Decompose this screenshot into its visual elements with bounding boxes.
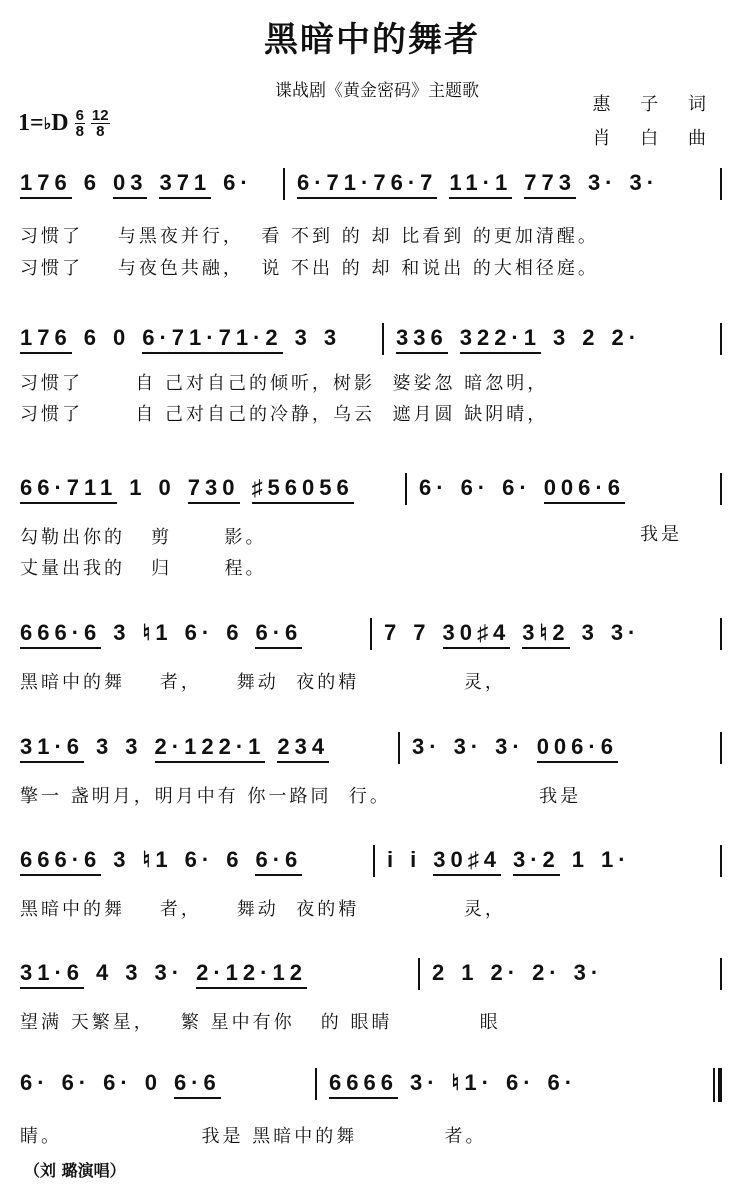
note-group: 006·6 (544, 475, 625, 504)
note-group: i (387, 847, 399, 872)
lyric-line: 擎一 盏明月，明月中有 你一路同 行。 我是 (20, 786, 582, 807)
key-signature (18, 108, 110, 139)
note-group: 7 (384, 620, 402, 645)
note-group: 6· (61, 1070, 92, 1095)
notation-system (20, 1068, 722, 1102)
note-group: 371 (159, 170, 211, 199)
note-group: 666·6 (20, 847, 101, 876)
time-signature-1: $\frac{6}{8}$ (75, 107, 84, 140)
notation-system (20, 732, 722, 766)
barline (720, 473, 722, 505)
note-group: 006·6 (537, 734, 618, 763)
barline (720, 958, 722, 990)
note-group: 6· (547, 1070, 578, 1095)
barline (405, 473, 407, 505)
lyric-line: 习惯了 与黑夜并行， 看 不到 的 却 比看到 的更加清醒。 (20, 226, 599, 247)
barline (373, 845, 375, 877)
note-group: 3 (113, 620, 131, 645)
note-group: 11·1 (449, 170, 512, 199)
note-group: 31·6 (20, 960, 84, 989)
barline (382, 323, 384, 355)
note-group: 1 (571, 847, 590, 872)
measure (20, 1070, 221, 1099)
song-title: 黑暗中的舞者 (264, 20, 480, 60)
measure (20, 170, 253, 199)
note-group: 6· (502, 475, 532, 500)
measure (20, 325, 341, 354)
note-group: 336 (396, 325, 448, 354)
barline (398, 732, 400, 764)
lyric-line: 黑暗中的舞 者， 舞动 夜的精 灵， (20, 672, 506, 693)
note-group: ♯56056 (252, 475, 354, 504)
lyric-line: 勾勒出你的 剪 影。 (20, 527, 267, 548)
measure (20, 960, 307, 989)
note-group: 176 (20, 170, 72, 199)
measure (329, 1070, 577, 1099)
barline (720, 168, 722, 200)
lyric-pickup: 我是 (640, 524, 682, 545)
lyricist-credit: 惠 子 词 (592, 94, 718, 115)
note-group: 730 (188, 475, 240, 504)
note-group: 2 (432, 960, 450, 985)
time-signature-2: $\frac{12}{8}$ (91, 107, 109, 140)
note-group: 0 (112, 325, 131, 350)
note-group: 30♯4 (433, 847, 501, 876)
notation-system (20, 845, 722, 879)
note-group: 3 (96, 734, 114, 759)
lyric-line: 习惯了 自 己对自己的倾听，树影 婆娑忽 暗忽明， (20, 373, 549, 394)
note-group: 2 (582, 325, 600, 350)
notation-system (20, 473, 722, 507)
note-group: 2·12·12 (196, 960, 307, 989)
note-group: 3·2 (513, 847, 560, 876)
notation-system (20, 958, 722, 992)
note-group: 6·6 (174, 1070, 221, 1099)
note-group: 66·711 (20, 475, 117, 504)
note-group: ♮1 (142, 620, 173, 645)
note-group: 4 (96, 960, 114, 985)
note-group: 3 (323, 325, 342, 350)
note-group: 6· (223, 170, 253, 195)
lyric-line: 丈量出我的 归 程。 (20, 558, 267, 579)
note-group: 2· (611, 325, 642, 350)
measure (297, 170, 659, 199)
measure (384, 620, 640, 649)
barline (720, 732, 722, 764)
note-group: 3 (125, 960, 143, 985)
barline (720, 845, 722, 877)
measure (419, 475, 625, 504)
note-group: 3 (125, 734, 143, 759)
key-label: 1= (18, 110, 44, 136)
flat-sign: ♭ (43, 115, 52, 133)
note-group: 6·6 (255, 847, 302, 876)
note-group: 1 (461, 960, 479, 985)
note-group: 176 (20, 325, 72, 354)
measure (20, 847, 302, 876)
note-group: 3· (495, 734, 525, 759)
note-group: 6·71·71·2 (142, 325, 282, 354)
measure (20, 620, 302, 649)
note-group: 234 (277, 734, 329, 763)
measure (396, 325, 641, 354)
note-group: 6· (460, 475, 491, 500)
note-group: 3· (154, 960, 185, 985)
composer-credit: 肖 白 曲 (592, 128, 718, 149)
note-group: 03 (113, 170, 147, 199)
note-group: 3· (573, 960, 604, 985)
note-group: 6 (83, 170, 101, 195)
subtitle: 谍战剧《黄金密码》主题歌 (275, 81, 479, 101)
note-group: 3· (453, 734, 484, 759)
key-tonic: D (51, 110, 69, 136)
notation-system (20, 168, 722, 202)
note-group: 7 (413, 620, 431, 645)
note-group: 6· (419, 475, 449, 500)
note-group: 773 (524, 170, 576, 199)
lyric-line: 睛。 我是 黑暗中的舞 者。 (20, 1126, 487, 1147)
note-group: 30♯4 (443, 620, 511, 649)
note-group: 0 (144, 1070, 162, 1095)
measure (432, 960, 603, 986)
lyric-line: 习惯了 自 己对自己的冷静，乌云 遮月圆 缺阴晴， (20, 404, 549, 425)
note-group: 6· (184, 620, 215, 645)
note-group: 6·71·76·7 (297, 170, 437, 199)
note-group: 0 (158, 475, 176, 500)
lyric-line: 黑暗中的舞 者， 舞动 夜的精 灵， (20, 899, 506, 920)
note-group: 3 (113, 847, 131, 872)
barline (418, 958, 420, 990)
barline (720, 323, 722, 355)
note-group: 1· (601, 847, 631, 872)
note-group: 6· (103, 1070, 133, 1095)
note-group: 3· (629, 170, 660, 195)
note-group: 2· (490, 960, 521, 985)
measure (387, 847, 631, 876)
note-group: 6·6 (255, 620, 302, 649)
note-group: ♮1· (451, 1070, 494, 1095)
barline (283, 168, 285, 200)
barline (720, 618, 722, 650)
note-group: 6· (505, 1070, 536, 1095)
note-group: ♮1 (142, 847, 173, 872)
note-group: 6 (226, 847, 244, 872)
performer-credit: （刘 璐演唱） (24, 1161, 126, 1180)
measure (412, 734, 618, 763)
note-group: 6666 (329, 1070, 398, 1099)
note-group: 3 (294, 325, 312, 350)
note-group: 2·122·1 (155, 734, 266, 763)
note-group: 6· (184, 847, 215, 872)
barline (315, 1068, 317, 1100)
note-group: 6 (83, 325, 101, 350)
note-group: 322·1 (460, 325, 541, 354)
final-barline (713, 1068, 722, 1102)
note-group: 6 (226, 620, 244, 645)
note-group: 3· (412, 734, 442, 759)
notation-system (20, 618, 722, 652)
note-group: 3 (553, 325, 571, 350)
note-group: 2· (532, 960, 562, 985)
note-group: 666·6 (20, 620, 101, 649)
barline (370, 618, 372, 650)
measure (20, 734, 329, 763)
note-group: 3· (587, 170, 618, 195)
note-group: 3· (610, 620, 641, 645)
note-group: i (410, 847, 422, 872)
measure (20, 475, 354, 504)
lyric-line: 望满 天繁星， 繁 星中有你 的 眼睛 眼 (20, 1012, 501, 1033)
note-group: 1 (129, 475, 147, 500)
note-group: 31·6 (20, 734, 84, 763)
notation-system (20, 323, 722, 357)
note-group: 3 (581, 620, 599, 645)
lyric-line: 习惯了 与夜色共融， 说 不出 的 却 和说出 的大相径庭。 (20, 258, 599, 279)
note-group: 3♮2 (522, 620, 569, 649)
note-group: 3· (409, 1070, 440, 1095)
note-group: 6· (20, 1070, 50, 1095)
